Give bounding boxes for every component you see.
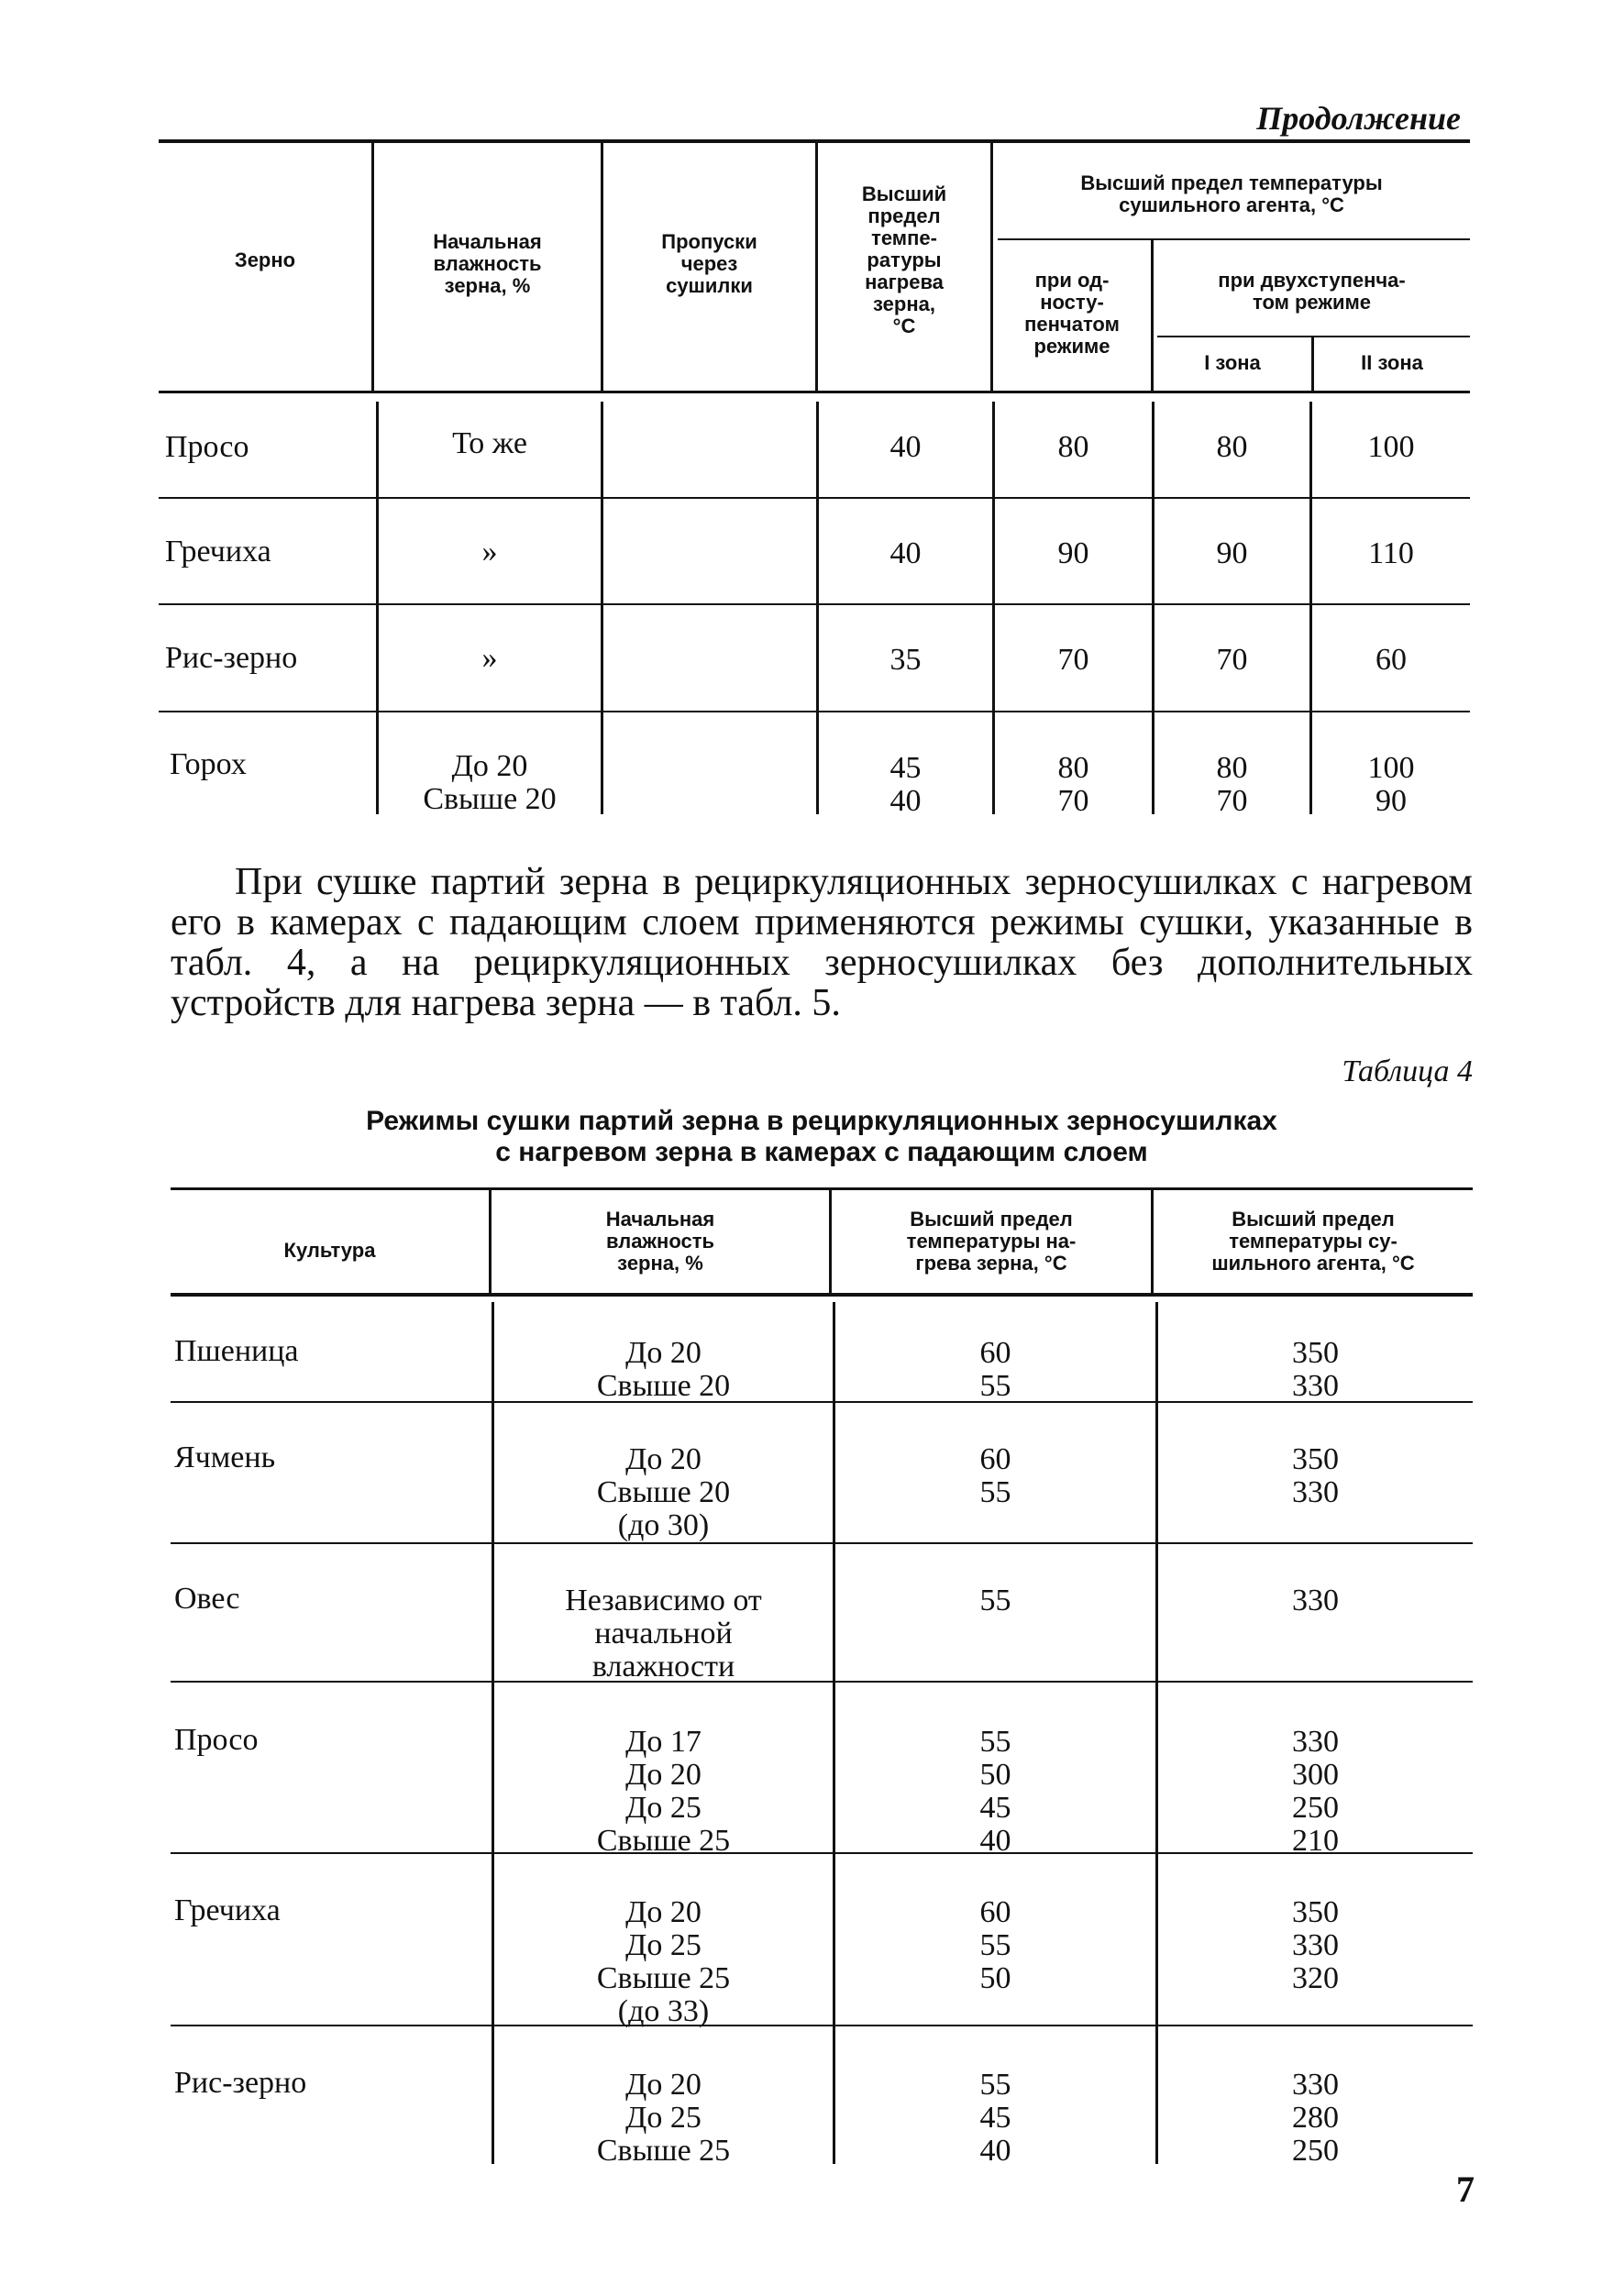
cell-moisture: Независимо от начальной влажности — [565, 1584, 762, 1683]
cell-zone2: 100 90 — [1367, 751, 1415, 818]
col-header-passes: Пропуски через сушилки — [661, 230, 757, 297]
page-number: 7 — [1456, 2169, 1475, 2210]
col-header-heat-limit: Высший предел темпе- ратуры нагрева зерна, °С — [861, 182, 947, 337]
cell-zone1: 70 — [1216, 643, 1248, 677]
cell-heat: 60 55 — [979, 1442, 1011, 1509]
cell-heat: 40 — [889, 536, 922, 570]
col-header-moisture: Начальная влажность зерна, % — [433, 230, 542, 297]
cell-crop: Гречиха — [174, 1893, 281, 1927]
cell-moisture: » — [481, 535, 498, 568]
cell-agent: 330 280 250 — [1292, 2068, 1339, 2168]
cell-heat: 55 50 45 40 — [979, 1725, 1011, 1858]
cell-moisture: » — [481, 641, 498, 675]
table-title — [171, 1106, 1473, 1168]
cell-moisture: До 20 Свыше 20 — [596, 1336, 731, 1403]
cell-moisture: До 20 До 25 Свыше 25 (до 33) — [596, 1895, 731, 2028]
cell-agent: 350 330 320 — [1292, 1895, 1339, 1995]
cell-heat: 35 — [889, 643, 922, 677]
cell-agent: 330 300 250 210 — [1292, 1725, 1339, 1858]
cell-grain: Горох — [170, 747, 247, 781]
cell-single: 80 70 — [1057, 751, 1089, 818]
cell-moisture: До 20 Свыше 20 — [423, 749, 557, 816]
cell-agent: 350 330 — [1292, 1442, 1339, 1509]
cell-heat: 45 40 — [889, 751, 922, 818]
cell-single: 80 — [1057, 430, 1089, 464]
table-title-line2: с нагревом зерна в камерах с падающим слоем — [495, 1137, 1148, 1167]
cell-moisture: До 20 Свыше 20 (до 30) — [596, 1442, 731, 1542]
cell-crop: Рис-зерно — [174, 2066, 307, 2100]
cell-crop: Ячмень — [174, 1441, 276, 1474]
cell-grain: Рис-зерно — [165, 641, 298, 675]
cell-zone1: 90 — [1216, 536, 1248, 570]
cell-crop: Овес — [174, 1582, 240, 1616]
cell-grain: Гречиха — [165, 535, 271, 568]
cell-heat: 55 — [979, 1584, 1011, 1617]
cell-heat: 55 45 40 — [979, 2068, 1011, 2168]
cell-grain: Просо — [165, 430, 249, 464]
col-header-crop: Культура — [283, 1239, 376, 1262]
col-header-moisture: Начальная влажность зерна, % — [605, 1208, 715, 1275]
col-header-zone2: II зона — [1361, 351, 1423, 374]
cell-zone2: 110 — [1368, 536, 1414, 570]
cell-moisture: До 20 До 25 Свыше 25 — [596, 2068, 731, 2168]
col-header-grain: Зерно — [234, 248, 296, 271]
cell-zone1: 80 70 — [1216, 751, 1248, 818]
table-title-line1: Режимы сушки партий зерна в рециркуляционных зерносушилках — [366, 1106, 1277, 1136]
cell-zone2: 100 — [1367, 430, 1415, 464]
col-header-single-stage: при од- носту- пенчатом режиме — [1024, 269, 1120, 358]
col-header-zone1: I зона — [1204, 351, 1261, 374]
col-header-two-stage: при двухступенча- том режиме — [1218, 269, 1406, 314]
cell-single: 90 — [1057, 536, 1089, 570]
body-paragraph: При сушке партий зерна в рециркуляционных зерносушилках с нагревом его в камерах с падающим слоем применяются режимы сушки, указанные в табл. 4, а на рециркуляционных зерносушилках без дополнительных устройств для нагрева зерна — в табл. 5. — [171, 861, 1473, 1024]
cell-heat: 40 — [889, 430, 922, 464]
continuation-label: Продолжение — [1256, 100, 1461, 137]
cell-heat: 60 55 50 — [979, 1895, 1011, 1995]
cell-agent: 330 — [1292, 1584, 1339, 1617]
cell-zone1: 80 — [1216, 430, 1248, 464]
col-header-agent-limit: Высший предел температуры сушильного агента, °С — [1080, 171, 1383, 216]
cell-single: 70 — [1057, 643, 1089, 677]
cell-zone2: 60 — [1375, 643, 1407, 677]
cell-moisture: До 17 До 20 До 25 Свыше 25 — [596, 1725, 731, 1858]
cell-heat: 60 55 — [979, 1336, 1011, 1403]
col-header-agent: Высший предел температуры су- шильного агента, °С — [1211, 1208, 1415, 1275]
cell-agent: 350 330 — [1292, 1336, 1339, 1403]
cell-moisture: То же — [452, 426, 527, 460]
table-label: Таблица 4 — [1342, 1054, 1473, 1088]
cell-crop: Пшеница — [174, 1334, 299, 1368]
col-header-heat: Высший предел температуры на- грева зерна, °С — [906, 1208, 1077, 1275]
cell-crop: Просо — [174, 1723, 259, 1757]
